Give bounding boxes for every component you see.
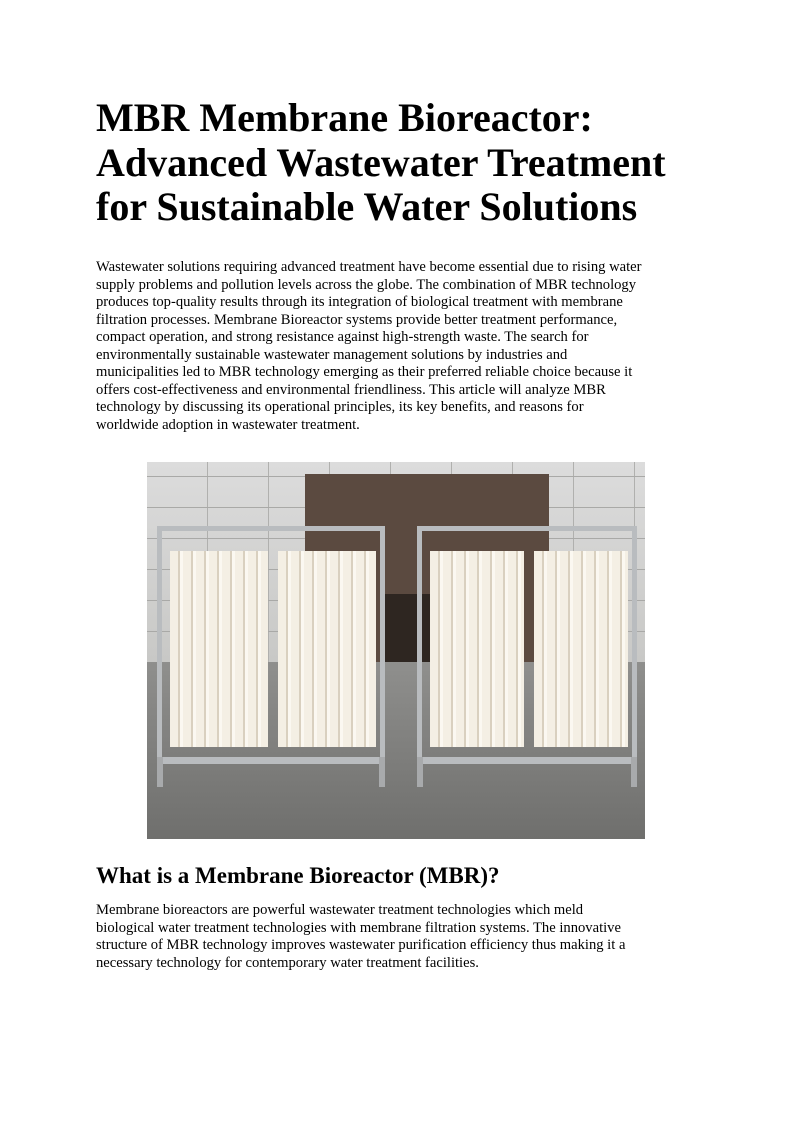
text-line: technology by discussing its operational principles, its key benefits, and reasons for [96,399,584,416]
mbr-membrane-modules-photo [147,462,645,839]
title-line: MBR Membrane Bioreactor: [96,95,593,140]
intro-paragraph [96,259,642,434]
text-line: Membrane bioreactors are powerful wastewater treatment technologies which meld [96,902,584,918]
title-line: Advanced Wastewater Treatment [96,139,666,185]
text-line: filtration processes. Membrane Bioreactor systems provide better treatment performance, [96,311,618,328]
text-line: environmentally sustainable wastewater management solutions by industries and [96,346,568,363]
article-title [96,96,666,230]
text-line: Wastewater solutions requiring advanced treatment have become essential due to rising water [96,259,642,275]
title-line: for Sustainable Water Solutions [96,184,638,229]
text-line: structure of MBR technology improves wastewater purification efficiency thus making it a [96,937,626,954]
text-line: municipalities led to MBR technology emerging as their preferred reliable choice because it [96,364,633,381]
membrane-module-left [157,526,385,764]
text-line: produces top-quality results through its integration of biological treatment with membrane [96,294,623,311]
text-line: biological water treatment technologies with membrane filtration systems. The innovative [96,919,621,936]
text-line: worldwide adoption in wastewater treatment. [96,416,360,433]
section-paragraph [96,902,625,972]
membrane-module-right [417,526,637,764]
text-line: offers cost-effectiveness and environmental friendliness. This article will analyze MBR [96,381,606,398]
text-line: necessary technology for contemporary water treatment facilities. [96,954,479,971]
section-heading: What is a Membrane Bioreactor (MBR)? [96,863,500,888]
text-line: supply problems and pollution levels across the globe. The combination of MBR technology [96,276,637,293]
text-line: compact operation, and strong resistance against high-strength waste. The search for [96,329,589,346]
